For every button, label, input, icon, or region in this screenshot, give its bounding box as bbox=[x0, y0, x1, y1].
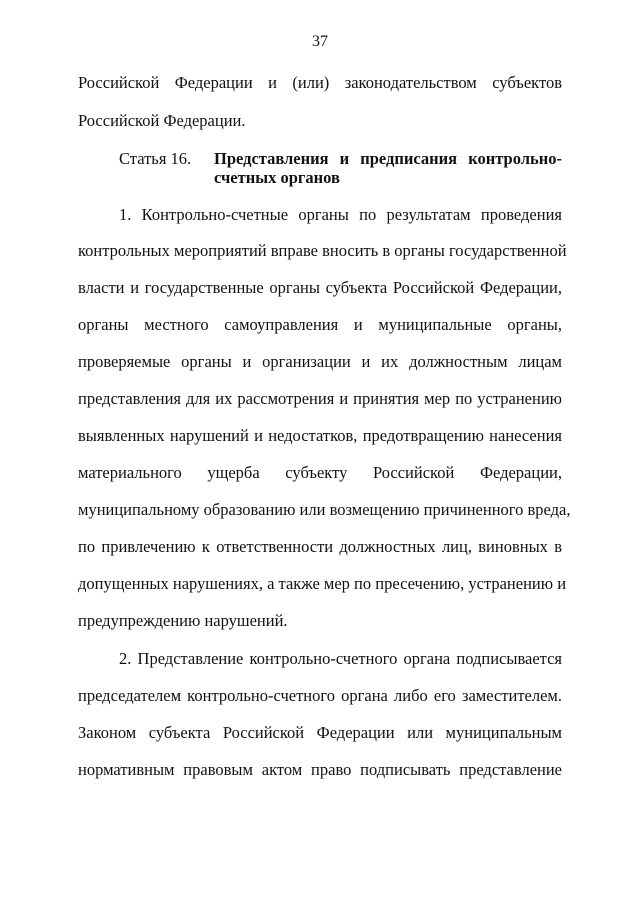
article-title-line: счетных органов bbox=[214, 168, 340, 187]
text-line: 2. Представление контрольно-счетного органа подписывается bbox=[119, 649, 562, 668]
text-line: Законом субъекта Российской Федерации или муниципальным bbox=[78, 723, 562, 742]
text-line: органы местного самоуправления и муниципальные органы, bbox=[78, 315, 562, 334]
text-line: выявленных нарушений и недостатков, предотвращению нанесения bbox=[78, 426, 562, 445]
text-line: Российской Федерации и (или) законодательством субъектов bbox=[78, 73, 562, 92]
text-line: Российской Федерации. bbox=[78, 111, 246, 130]
page-number: 37 bbox=[312, 33, 328, 50]
text-line: по привлечению к ответственности должностных лиц, виновных в bbox=[78, 537, 562, 556]
text-line: материального ущерба субъекту Российской Федерации, bbox=[78, 463, 562, 482]
text-line: нормативным правовым актом право подписывать представление bbox=[78, 760, 562, 779]
text-line: проверяемые органы и организации и их должностным лицам bbox=[78, 352, 562, 371]
text-line: муниципальному образованию или возмещению причиненного вреда, bbox=[78, 500, 571, 519]
text-line: допущенных нарушениях, а также мер по пресечению, устранению и bbox=[78, 574, 567, 593]
article-title-line: Представления и предписания контрольно- bbox=[214, 149, 562, 168]
text-line: контрольных мероприятий вправе вносить в органы государственной bbox=[78, 241, 567, 260]
article-label: Статья 16. bbox=[119, 149, 192, 168]
text-line: председателем контрольно-счетного органа либо его заместителем. bbox=[78, 686, 562, 705]
text-line: представления для их рассмотрения и принятия мер по устранению bbox=[78, 389, 562, 408]
text-line: власти и государственные органы субъекта Российской Федерации, bbox=[78, 278, 562, 297]
text-line: 1. Контрольно-счетные органы по результатам проведения bbox=[119, 205, 562, 224]
text-line: предупреждению нарушений. bbox=[78, 611, 288, 630]
